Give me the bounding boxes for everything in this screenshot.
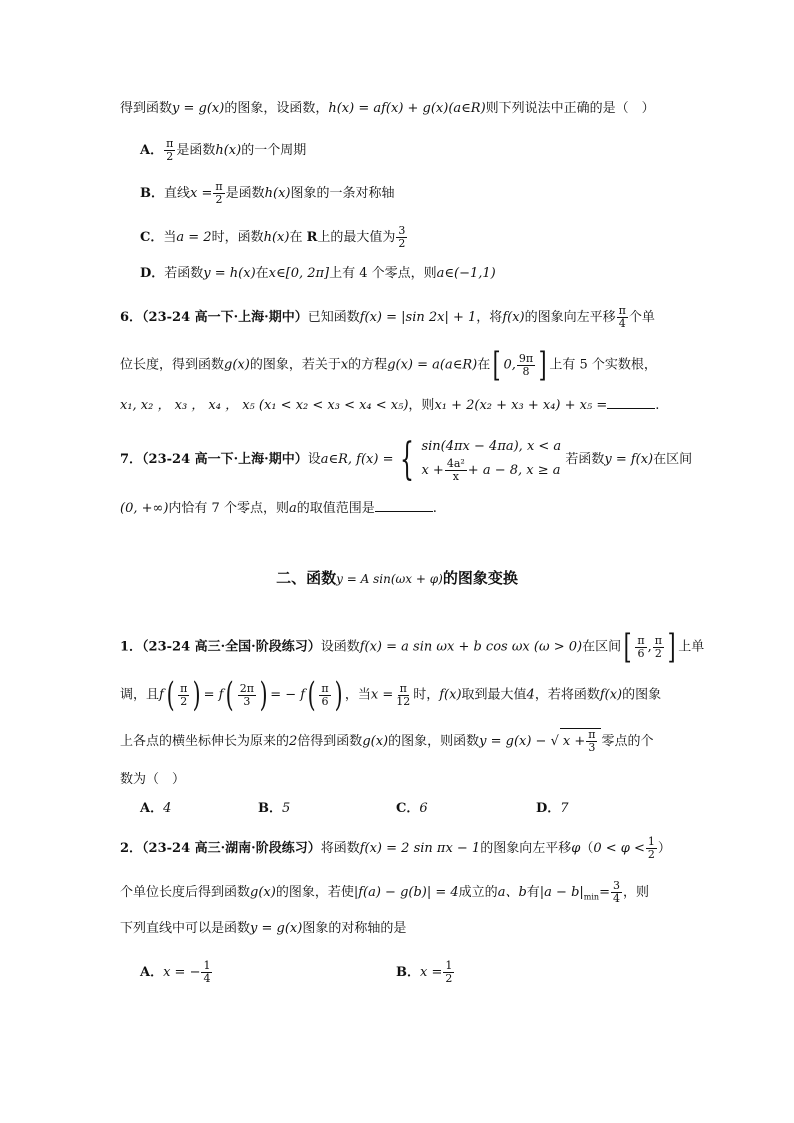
s2-ab: a、b bbox=[497, 885, 527, 900]
q6-d: 个单 bbox=[628, 310, 655, 325]
option-value: 4 bbox=[163, 801, 172, 816]
s2-min: |a − b| bbox=[539, 885, 584, 900]
frac-num: π bbox=[180, 681, 188, 695]
q6-source: （23-24 高一下·上海·期中） bbox=[142, 310, 308, 325]
s1-line2-f: 的图象 bbox=[622, 687, 662, 703]
q5-option-a-fn: h(x) bbox=[215, 143, 242, 158]
option-value: 7 bbox=[560, 801, 569, 816]
q6-shift-frac bbox=[617, 305, 628, 330]
frac-num: π bbox=[588, 728, 596, 741]
s1-f1: f bbox=[159, 687, 164, 703]
s2-fx: f(x) = 2 sin πx − 1 bbox=[359, 841, 481, 856]
s1-eq1: = f bbox=[203, 687, 224, 703]
s1-number: 1． bbox=[120, 639, 143, 655]
s1-line-2 bbox=[120, 675, 662, 715]
s2-cond-a: （ bbox=[580, 841, 594, 856]
paren-left: ( bbox=[307, 675, 316, 715]
frac-num: π bbox=[618, 304, 626, 317]
s1-b: 在区间 bbox=[582, 639, 622, 655]
q6-line-3 bbox=[120, 394, 659, 416]
s2-cond-c: ） bbox=[657, 841, 671, 856]
q6-gx: g(x) bbox=[224, 357, 250, 373]
q5-option-c-b: 时，函数 bbox=[211, 230, 264, 245]
q5-option-c-frac bbox=[396, 225, 407, 250]
s1-line2-b: ，当 bbox=[344, 687, 371, 703]
q7-answer-blank[interactable] bbox=[375, 497, 433, 512]
s1-xeq: x = bbox=[370, 687, 394, 703]
option-label: B． bbox=[258, 801, 282, 816]
q6-int-frac bbox=[517, 353, 535, 378]
s2-line-3 bbox=[120, 919, 406, 939]
s1-line2-e: ，若将函数 bbox=[534, 687, 600, 703]
s2-abs: |f(a) − g(b)| = 4 bbox=[353, 885, 459, 900]
s2-line3-a: 下列直线中可以是函数 bbox=[120, 921, 251, 936]
q5-option-c-c: 在 bbox=[289, 230, 307, 245]
option-label: C． bbox=[396, 801, 420, 816]
bracket-right: ] bbox=[667, 627, 676, 667]
q5-option-b-a: 直线 bbox=[164, 186, 191, 201]
q5-option-c-label: C． bbox=[140, 230, 164, 245]
frac-num: 3 bbox=[398, 224, 406, 237]
q5-option-a-frac bbox=[164, 138, 175, 163]
q5-option-a bbox=[140, 138, 306, 163]
frac-den: 3 bbox=[243, 694, 251, 708]
q5-option-d-a: 若函数 bbox=[164, 266, 204, 281]
q5-stem-d: h(x) = af(x) + g(x)(a∈R) bbox=[328, 101, 486, 116]
bracket-right: ] bbox=[538, 345, 547, 385]
frac-den: 2 bbox=[654, 646, 662, 660]
q5-option-b-fn: h(x) bbox=[264, 186, 291, 201]
q7-number: 7． bbox=[120, 452, 143, 467]
q6-int-left: 0, bbox=[503, 357, 516, 373]
s1-c: 上单 bbox=[678, 639, 705, 655]
frac-num: π bbox=[215, 180, 223, 193]
s2-b: 的图象向左平移 bbox=[480, 841, 572, 856]
q6-line2-d: 在 bbox=[477, 357, 491, 373]
option-label: D． bbox=[536, 801, 561, 816]
q7-piece2-a: x + bbox=[421, 463, 444, 478]
s1-line3-b: 倍得到函数 bbox=[297, 734, 363, 749]
q7-interval: (0, +∞) bbox=[120, 501, 169, 516]
s2-phi: φ bbox=[571, 841, 581, 856]
option-label: A． bbox=[140, 965, 164, 980]
s2-source: （23-24 高三·湖南·阶段练习） bbox=[142, 841, 321, 856]
frac-num: 1 bbox=[203, 959, 211, 972]
q5-option-d bbox=[140, 264, 496, 284]
q5-option-c bbox=[140, 225, 408, 250]
frac-den: 2 bbox=[398, 237, 406, 250]
option-value: 5 bbox=[282, 801, 291, 816]
frac-den: 4 bbox=[203, 972, 211, 985]
s1-line2-a: 调，且 bbox=[120, 687, 160, 703]
q7-c: 在区间 bbox=[653, 452, 693, 467]
q5-stem bbox=[120, 99, 655, 119]
bracket-left: [ bbox=[623, 627, 632, 667]
q6-line-2 bbox=[120, 345, 657, 385]
q6-eq: g(x) = a(a∈R) bbox=[387, 357, 478, 373]
q6-number: 6． bbox=[120, 310, 143, 325]
q7-line2-c: a bbox=[288, 501, 297, 516]
q7-fx: y = f(x) bbox=[604, 452, 654, 467]
s1-line2-d: 取到最大值 bbox=[461, 687, 527, 703]
frac-den: 6 bbox=[321, 694, 329, 708]
q5-option-d-d: a∈(−1,1) bbox=[436, 266, 496, 281]
frac-num: 1 bbox=[647, 835, 655, 848]
s1-sqrt bbox=[560, 728, 602, 754]
s1-a: 设函数 bbox=[320, 639, 360, 655]
s1-line-1: 1．（23-24 高三·全国·阶段练习）设函数f(x) = a sin ωx + b cos ωx (ω > 0)在区间[ $\frac{\pi}{6}$ , $\frac{\pi}{2}$ ] 上单 bbox=[120, 627, 705, 667]
s1-line-4: 数为（ ） bbox=[120, 772, 186, 787]
q5-option-b bbox=[140, 181, 395, 206]
frac-den: 2 bbox=[180, 694, 188, 708]
s1-line3-a: 上各点的横坐标伸长为原来的 bbox=[120, 734, 290, 749]
s1-line3-d: 零点的个 bbox=[601, 734, 654, 749]
q6-roots: x₁, x₂ ， x₃ ， x₄ ， x₅ bbox=[120, 398, 255, 413]
frac-num: π bbox=[399, 681, 407, 695]
s2-cond-b: 0 < φ < bbox=[593, 841, 645, 856]
q7-line-2 bbox=[120, 497, 437, 519]
bracket-left: [ bbox=[492, 345, 501, 385]
section-heading bbox=[0, 567, 794, 588]
s2-line2-b: 的图象，若使 bbox=[275, 885, 354, 900]
q6-line2-e: 上有 5 个实数根， bbox=[549, 357, 657, 373]
q7-piece2-frac bbox=[445, 458, 467, 483]
q5-option-b-label: B． bbox=[140, 186, 164, 201]
piecewise-brace: { bbox=[400, 433, 415, 485]
q5-option-b-frac bbox=[213, 181, 224, 206]
frac-den: 2 bbox=[166, 150, 174, 163]
section-title-c: 的图象变换 bbox=[442, 569, 518, 587]
q6-line2-c: 的方程 bbox=[348, 357, 388, 373]
q5-option-c-a: 当 bbox=[163, 230, 177, 245]
s2-line2-a: 个单位长度后得到函数 bbox=[120, 885, 251, 900]
q5-stem-c: 的图象，设函数， bbox=[224, 101, 329, 116]
q7-b: 若函数 bbox=[565, 452, 605, 467]
s1-y: y = g(x) − bbox=[479, 734, 547, 749]
q7-cond: a∈R, f(x) = bbox=[320, 452, 394, 467]
s2-gx: g(x) bbox=[250, 885, 276, 900]
option-eq: x = bbox=[420, 965, 443, 980]
s2-eq: = bbox=[599, 885, 610, 900]
s2-cond-frac bbox=[646, 836, 657, 861]
q6-line3-e: . bbox=[655, 398, 660, 413]
frac-den: x bbox=[452, 470, 459, 483]
s1-gx: g(x) bbox=[362, 734, 389, 749]
frac-den: 8 bbox=[522, 364, 530, 378]
q5-option-d-int: x∈[0, 2π] bbox=[268, 266, 330, 281]
s2-line3-fn: y = g(x) bbox=[250, 921, 303, 936]
q6-x: x bbox=[340, 357, 349, 373]
q5-option-c-eq: a = 2 bbox=[176, 230, 212, 245]
s2-option-b bbox=[396, 960, 455, 985]
s1-cond: (ω > 0) bbox=[533, 639, 583, 655]
option-eq: x = − bbox=[163, 965, 201, 980]
s2-min-frac bbox=[611, 880, 622, 905]
s1-option-c bbox=[396, 799, 428, 819]
s2-line-2 bbox=[120, 880, 649, 908]
q6-b: ，将 bbox=[476, 310, 503, 325]
q6-line-1 bbox=[120, 305, 655, 330]
s1-fx3: f(x) bbox=[599, 687, 623, 703]
q5-option-b-b: 是函数 bbox=[225, 186, 265, 201]
s2-a: 将函数 bbox=[320, 841, 360, 856]
q7-line2-d: 的取值范围是 bbox=[296, 501, 375, 516]
q5-option-c-r: R bbox=[306, 230, 318, 245]
frac-den: 12 bbox=[396, 694, 411, 708]
frac-den: 4 bbox=[612, 892, 620, 905]
paren-right: ) bbox=[192, 675, 201, 715]
frac-num: 2π bbox=[239, 681, 254, 695]
frac-den: 4 bbox=[618, 317, 626, 330]
q5-option-c-fn: h(x) bbox=[263, 230, 290, 245]
s2-option-b-frac bbox=[443, 960, 454, 985]
s2-number: 2． bbox=[120, 841, 143, 856]
q7-piece-2 bbox=[421, 458, 561, 483]
section-title-b: y = A sin(ωx + φ) bbox=[336, 572, 443, 586]
q5-stem-e: 则下列说法中正确的是（ ） bbox=[485, 101, 655, 116]
s1-line-3: 上各点的横坐标伸长为原来的2倍得到函数g(x)的图象，则函数y = g(x) − √ x + $\frac{\pi}{3}$ 零点的个 bbox=[120, 728, 654, 754]
q6-c: 的图象向左平移 bbox=[524, 310, 616, 325]
s1-sq-a: x + bbox=[562, 734, 586, 749]
s2-option-a-frac bbox=[201, 960, 212, 985]
s2-line3-b: 图象的对称轴的是 bbox=[302, 921, 407, 936]
frac-num: π bbox=[321, 681, 329, 695]
s2-option-a bbox=[140, 960, 213, 985]
q7-piece2-b: + a − 8, x ≥ a bbox=[467, 463, 561, 478]
q5-option-d-c: 上有 4 个零点，则 bbox=[329, 266, 437, 281]
q5-option-b-c: 图象的一条对称轴 bbox=[290, 186, 395, 201]
q5-option-d-b: 在 bbox=[255, 266, 269, 281]
s1-line2-c: 时， bbox=[413, 687, 440, 703]
q7-a: 设 bbox=[307, 452, 321, 467]
s1-x-frac bbox=[394, 683, 412, 708]
s1-max: 4 bbox=[526, 687, 535, 703]
s2-min-sub: min bbox=[583, 892, 600, 902]
q6-fx: f(x) = |sin 2x| + 1 bbox=[359, 310, 477, 325]
frac-num: π bbox=[166, 137, 174, 150]
s2-line2-e: ，则 bbox=[622, 885, 649, 900]
s2-line2-c: 成立的 bbox=[458, 885, 498, 900]
paren-left: ( bbox=[166, 675, 175, 715]
q5-option-a-label: A． bbox=[140, 143, 164, 158]
q7-piece-1: sin(4πx − 4πa), x < a bbox=[421, 439, 562, 454]
frac-den: 2 bbox=[445, 972, 453, 985]
q7-piecewise bbox=[421, 436, 561, 483]
q6-expr: x₁ + 2(x₂ + x₃ + x₄) + x₅ = bbox=[434, 398, 608, 413]
q5-option-a-text: 是函数 bbox=[176, 143, 216, 158]
s1-eq2: = − f bbox=[270, 687, 306, 703]
s1-option-a bbox=[140, 799, 171, 819]
s1-f2-frac bbox=[238, 683, 256, 708]
q5-stem-b: y = g(x) bbox=[172, 101, 225, 116]
frac-den: 2 bbox=[647, 848, 655, 861]
q7-source: （23-24 高一下·上海·期中） bbox=[142, 452, 308, 467]
q5-stem-a: 得到函数 bbox=[120, 101, 173, 116]
q5-option-c-d: 上的最大值为 bbox=[317, 230, 396, 245]
s1-int-frac-2 bbox=[653, 635, 664, 660]
section-title-a: 二、函数 bbox=[276, 569, 337, 587]
paren-right: ) bbox=[259, 675, 268, 715]
q5-option-b-x: x = bbox=[190, 186, 213, 201]
frac-num: 4a² bbox=[446, 457, 465, 470]
s2-line-1 bbox=[120, 836, 671, 861]
q6-line3-c: ，则 bbox=[408, 398, 435, 413]
frac-num: π bbox=[654, 633, 662, 647]
s2-line2-d: 有 bbox=[526, 885, 540, 900]
q7-line2-b: 内恰有 7 个零点，则 bbox=[168, 501, 289, 516]
frac-den: 2 bbox=[215, 193, 223, 206]
s1-option-b bbox=[258, 799, 290, 819]
q5-option-a-tail: 的一个周期 bbox=[241, 143, 307, 158]
frac-num: 3 bbox=[612, 879, 620, 892]
option-label: A． bbox=[140, 801, 164, 816]
frac-den: 3 bbox=[588, 741, 596, 754]
option-value: 6 bbox=[419, 801, 428, 816]
frac-num: 9π bbox=[518, 351, 534, 365]
option-label: B． bbox=[396, 965, 420, 980]
q5-option-d-label: D． bbox=[140, 266, 165, 281]
frac-num: 1 bbox=[445, 959, 453, 972]
s1-int-frac-1 bbox=[635, 635, 646, 660]
s1-option-d bbox=[536, 799, 569, 819]
q5-option-d-fn: y = h(x) bbox=[203, 266, 256, 281]
q6-fx2: f(x) bbox=[502, 310, 525, 325]
frac-den: 6 bbox=[637, 646, 645, 660]
s1-source: （23-24 高三·全国·阶段练习） bbox=[142, 639, 321, 655]
q6-line2-a: 位长度，得到函数 bbox=[120, 357, 225, 373]
q6-a: 已知函数 bbox=[307, 310, 360, 325]
s1-fx: f(x) = a sin ωx + b cos ωx bbox=[359, 639, 530, 655]
q6-line2-b: 的图象，若关于 bbox=[249, 357, 341, 373]
frac-num: π bbox=[637, 633, 645, 647]
q6-order: (x₁ < x₂ < x₃ < x₄ < x₅) bbox=[258, 398, 409, 413]
s1-sq-frac bbox=[586, 729, 597, 754]
s1-two: 2 bbox=[289, 734, 298, 749]
s1-f3-frac bbox=[319, 683, 330, 708]
q6-answer-blank[interactable] bbox=[607, 394, 655, 409]
paren-left: ( bbox=[226, 675, 235, 715]
s1-line3-c: 的图象，则函数 bbox=[388, 734, 480, 749]
q7-line2-e: . bbox=[432, 501, 437, 516]
q7-line-1 bbox=[120, 433, 693, 485]
s1-f1-frac bbox=[178, 683, 189, 708]
paren-right: ) bbox=[334, 675, 343, 715]
s1-fx2: f(x) bbox=[439, 687, 462, 703]
